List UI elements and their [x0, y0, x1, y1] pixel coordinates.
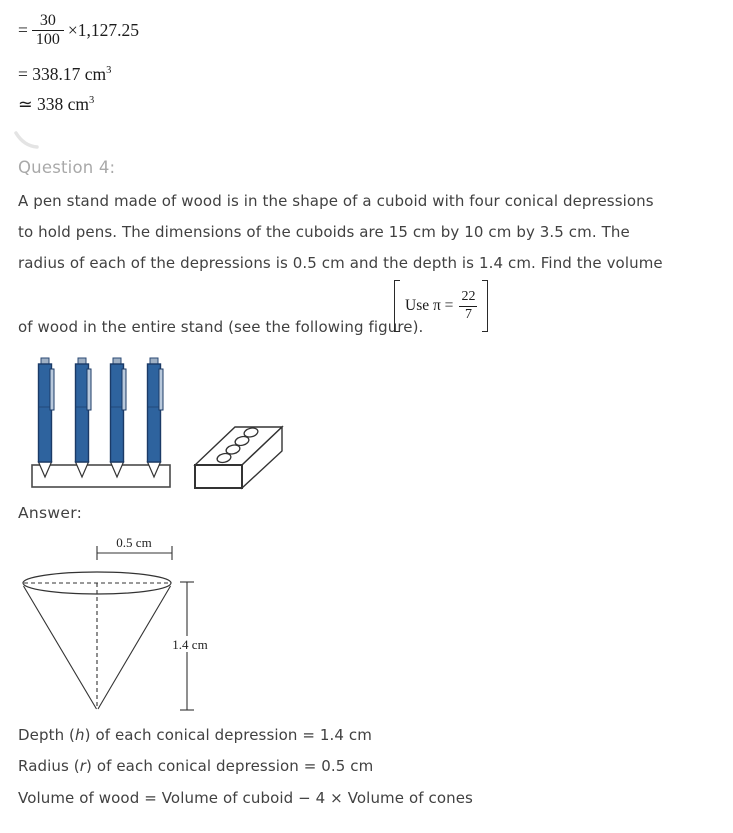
question-line: radius of each of the depressions is 0.5 cm and the depth is 1.4 cm. Find the volume — [18, 254, 663, 272]
pen-clip — [87, 369, 91, 410]
pen-clip — [122, 369, 126, 410]
equation-step-3 — [18, 94, 94, 115]
pen — [111, 358, 127, 477]
answer-heading: Answer: — [18, 504, 83, 522]
radius-label: 0.5 cm — [116, 535, 152, 550]
pen-stand-figure — [14, 352, 354, 502]
cuboid-figure — [195, 427, 282, 488]
question-heading: Question 4: — [18, 158, 116, 177]
fraction-numerator: 22 — [461, 289, 476, 305]
variable-h: h — [75, 726, 85, 744]
variable-r: r — [79, 757, 86, 775]
fraction-numerator: 30 — [39, 12, 56, 29]
exponent: 3 — [106, 65, 112, 77]
pen-holder-base — [32, 465, 170, 487]
text-segment: ) of each conical depression = 1.4 cm — [84, 726, 372, 744]
answer-radius-line — [18, 757, 373, 775]
equation-step-1 — [18, 12, 139, 50]
pen — [76, 358, 92, 477]
pen — [39, 358, 55, 477]
answer-volume-line: Volume of wood = Volume of cuboid − 4 × Volume of cones — [18, 789, 473, 807]
pi-note-content — [400, 289, 482, 322]
text-segment: Radius ( — [18, 757, 80, 775]
pen-clip — [159, 369, 163, 410]
cone-figure — [10, 530, 230, 725]
equation-text: ≃ 338 cm — [18, 94, 90, 114]
question-line: of wood in the entire stand (see the following figure). — [18, 318, 424, 336]
equals-sign: = — [18, 20, 28, 41]
question-line: to hold pens. The dimensions of the cuboids are 15 cm by 10 cm by 3.5 cm. The — [18, 223, 630, 241]
smudge-mark — [13, 130, 41, 154]
answer-depth-line — [18, 726, 372, 744]
pi-note-text: Use π = — [405, 297, 454, 314]
question-paragraph — [18, 186, 663, 279]
pen-clip — [50, 369, 54, 410]
equation-step-2 — [18, 64, 111, 85]
cone-left-side — [24, 586, 97, 709]
text-segment: ) of each conical depression = 0.5 cm — [86, 757, 374, 775]
cuboid-front-face — [195, 465, 242, 488]
fraction-30-100 — [32, 12, 64, 50]
pen — [148, 358, 164, 477]
pi-value-note — [394, 280, 488, 332]
fraction-denominator: 100 — [35, 31, 60, 49]
text-segment: Depth ( — [18, 726, 76, 744]
equation-text: = 338.17 cm — [18, 64, 107, 84]
question-line: A pen stand made of wood is in the shape of a cuboid with four conical depressions — [18, 192, 654, 210]
fraction-denominator: 7 — [464, 306, 472, 322]
fraction-22-7 — [459, 289, 477, 322]
exponent: 3 — [89, 95, 95, 107]
multiplier-text: ×1,127.25 — [67, 20, 139, 41]
right-bracket — [482, 280, 488, 332]
cone-right-side — [98, 586, 171, 709]
depth-label: 1.4 cm — [172, 637, 208, 652]
